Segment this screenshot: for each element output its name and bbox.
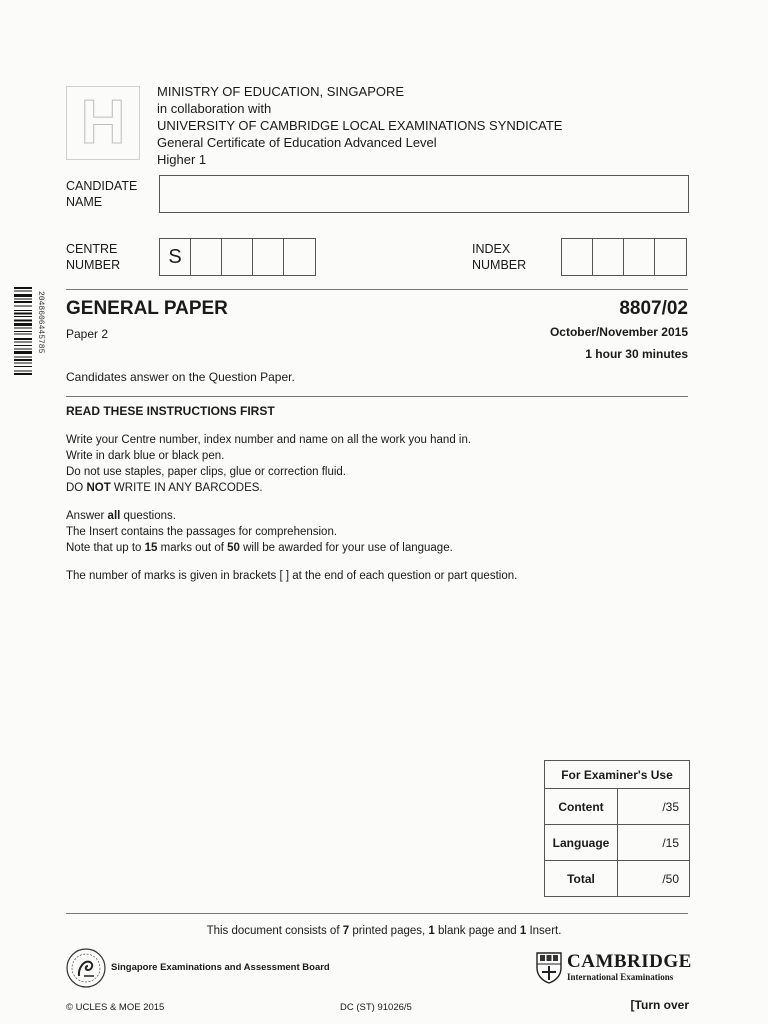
ministry-title: MINISTRY OF EDUCATION, SINGAPORE <box>157 84 405 99</box>
h-logo-letter: H <box>80 88 126 157</box>
footer-emphasis: 1 <box>428 925 435 937</box>
level-title: Higher 1 <box>157 152 207 167</box>
footer-emphasis: 7 <box>342 925 350 937</box>
instruction-line: The Insert contains the passages for comprehension. <box>66 526 338 538</box>
centre-number-digit[interactable] <box>191 239 222 275</box>
barcode-bar <box>14 338 32 340</box>
examiner-table-header-row <box>545 761 690 789</box>
index-number-label-line2: NUMBER <box>472 258 527 272</box>
index-number-digit[interactable] <box>624 239 655 275</box>
index-number-field[interactable] <box>561 238 687 276</box>
seab-logo-icon <box>64 946 108 990</box>
instruction-text: DO <box>66 482 87 494</box>
candidate-name-field[interactable] <box>159 175 689 213</box>
instruction-emphasis: all <box>107 510 121 522</box>
centre-number-field[interactable] <box>159 238 316 276</box>
instruction-emphasis: NOT <box>86 482 111 494</box>
instruction-text: WRITE IN ANY BARCODES. <box>110 482 263 494</box>
footer-text: Insert. <box>526 925 562 937</box>
barcode <box>14 287 45 431</box>
examiner-use-table <box>544 760 690 897</box>
divider <box>66 289 688 290</box>
document-page-count <box>0 925 768 937</box>
barcode-bar <box>14 373 32 375</box>
cambridge-subtitle: International Examinations <box>567 972 674 982</box>
seab-name: Singapore Examinations and Assessment Board <box>111 962 330 973</box>
barcode-bar <box>14 331 32 332</box>
centre-number-label <box>66 241 120 273</box>
syndicate-title: UNIVERSITY OF CAMBRIDGE LOCAL EXAMINATIONS SYNDICATE <box>157 118 563 133</box>
barcode-bar <box>14 345 32 346</box>
footer-text: blank page and <box>434 925 520 937</box>
barcode-bar <box>14 299 32 300</box>
footer-emphasis: 1 <box>519 925 527 937</box>
instruction-text: questions. <box>120 510 176 522</box>
centre-number-label-line2: NUMBER <box>66 258 121 272</box>
candidate-name-label <box>66 178 137 210</box>
examiner-table-row <box>545 789 690 825</box>
h-level-logo <box>66 86 140 160</box>
barcode-bar <box>14 328 32 329</box>
instruction-text: will be awarded for your use of language. <box>239 542 453 554</box>
examiner-row-value[interactable]: /50 <box>618 861 690 897</box>
centre-number-label-line1: CENTRE <box>66 242 118 256</box>
barcode-bar <box>14 301 32 303</box>
examiner-row-label: Language <box>545 825 618 861</box>
instructions-heading: READ THESE INSTRUCTIONS FIRST <box>66 404 275 418</box>
examiner-table-row <box>545 825 690 861</box>
paper-title: GENERAL PAPER <box>66 298 228 319</box>
barcode-bar <box>14 363 32 364</box>
barcode-bar <box>14 342 32 343</box>
examiner-table-heading: For Examiner's Use <box>545 761 690 789</box>
examiner-row-label: Content <box>545 789 618 825</box>
examiner-row-label: Total <box>545 861 618 897</box>
answer-instruction: Candidates answer on the Question Paper. <box>66 370 295 384</box>
barcode-bar <box>14 294 32 297</box>
instruction-line <box>66 540 453 556</box>
centre-number-prefix: S <box>160 239 191 275</box>
barcode-bar <box>14 287 32 289</box>
centre-number-digit[interactable] <box>284 239 315 275</box>
instruction-line: Do not use staples, paper clips, glue or correction fluid. <box>66 466 346 478</box>
barcode-bar <box>14 349 32 350</box>
index-number-digit[interactable] <box>593 239 624 275</box>
barcode-digits: 2048606445785 <box>36 291 45 354</box>
barcode-bar <box>14 366 32 367</box>
instruction-text: Note that up to <box>66 542 145 554</box>
index-number-digit[interactable] <box>562 239 593 275</box>
barcode-bar <box>14 357 32 358</box>
footer-text: printed pages, <box>349 925 429 937</box>
footer-text: This document consists of <box>206 925 343 937</box>
examiner-row-value[interactable]: /15 <box>618 825 690 861</box>
instruction-line <box>66 480 263 496</box>
index-number-label <box>472 241 526 273</box>
examiner-row-value[interactable]: /35 <box>618 789 690 825</box>
candidate-name-label-line2: NAME <box>66 195 103 209</box>
barcode-bar <box>14 320 32 322</box>
document-code: DC (ST) 91026/5 <box>340 1002 412 1013</box>
collaboration-text: in collaboration with <box>157 101 272 116</box>
barcode-bar <box>14 334 32 335</box>
instruction-text: marks out of <box>157 542 228 554</box>
examiner-table-row <box>545 861 690 897</box>
instruction-line: The number of marks is given in brackets [ ] at the end of each question or part question. <box>66 570 518 582</box>
barcode-bar <box>14 306 32 307</box>
copyright-notice: © UCLES & MOE 2015 <box>66 1002 165 1013</box>
divider <box>66 913 688 914</box>
cambridge-wordmark: CAMBRIDGE <box>567 951 692 972</box>
paper-number: Paper 2 <box>66 327 109 341</box>
certificate-title: General Certificate of Education Advanced Level <box>157 135 437 150</box>
barcode-bar <box>14 291 32 292</box>
barcode-bar <box>14 359 32 361</box>
barcode-bar <box>14 351 32 354</box>
barcode-bar <box>14 323 32 326</box>
index-number-digit[interactable] <box>655 239 686 275</box>
instruction-text: Answer <box>66 510 108 522</box>
barcode-bar <box>14 310 32 311</box>
turn-over-label: [Turn over <box>630 998 689 1012</box>
instruction-line: Write in dark blue or black pen. <box>66 450 225 462</box>
divider <box>66 396 688 397</box>
barcode-bar <box>14 371 32 372</box>
instruction-emphasis: 15 <box>144 542 158 554</box>
instruction-line <box>66 508 176 524</box>
barcode-bar <box>14 316 32 317</box>
index-number-label-line1: INDEX <box>472 242 511 256</box>
instruction-line: Write your Centre number, index number and name on all the work you hand in. <box>66 434 472 446</box>
exam-session: October/November 2015 <box>549 325 688 339</box>
exam-duration: 1 hour 30 minutes <box>585 347 688 361</box>
paper-code: 8807/02 <box>619 298 688 319</box>
cambridge-crest-icon <box>536 952 562 984</box>
barcode-bar <box>14 313 32 315</box>
candidate-name-label-line1: CANDIDATE <box>66 179 138 193</box>
centre-number-digit[interactable] <box>222 239 253 275</box>
instruction-emphasis: 50 <box>227 542 240 554</box>
centre-number-digit[interactable] <box>253 239 284 275</box>
